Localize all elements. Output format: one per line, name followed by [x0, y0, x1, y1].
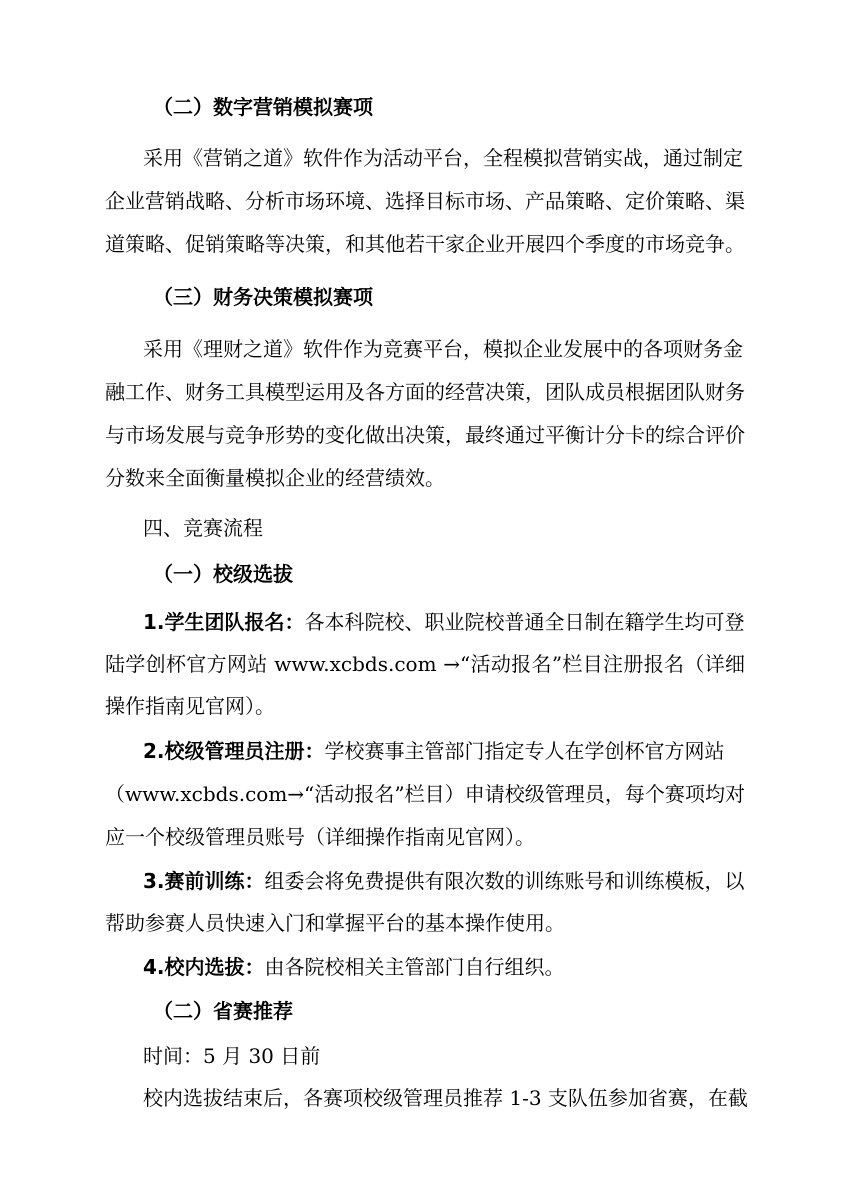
- list-item-text: 由各院校相关主管部门自行组织。: [264, 955, 565, 979]
- paragraph-line: 操作指南见官网）。: [105, 694, 275, 718]
- list-item-text: 各本科院校、职业院校普通全日制在籍学生均可登: [304, 610, 745, 634]
- paragraph-line: 采用《营销之道》软件作为活动平台，全程模拟营销实战，通过制定: [143, 146, 743, 170]
- list-item-text: 组委会将免费提供有限次数的训练账号和训练模板，以: [264, 869, 745, 893]
- list-item-pre-training: [143, 866, 848, 896]
- list-item-team-registration: [143, 607, 848, 637]
- paragraph-line: 陆学创杯官方网站 www.xcbds.com →“活动报名”栏目注册报名（详细: [105, 652, 745, 676]
- subsection-heading-provincial-recommendation: （二）省赛推荐: [153, 999, 293, 1023]
- paragraph-line: 融工作、财务工具模型运用及各方面的经营决策，团队成员根据团队财务: [105, 380, 745, 404]
- list-item-label: 3.赛前训练：: [143, 869, 265, 893]
- subsection-heading-school-selection: （一）校级选拔: [153, 562, 293, 586]
- paragraph-line: 分数来全面衡量模拟企业的经营绩效。: [105, 466, 445, 490]
- paragraph-line: 与市场发展与竞争形势的变化做出决策，最终通过平衡计分卡的综合评价: [105, 423, 745, 447]
- paragraph-line: 企业营销战略、分析市场环境、选择目标市场、产品策略、定价策略、渠: [105, 189, 745, 213]
- list-item-campus-selection: [143, 952, 848, 982]
- paragraph-line: 应一个校级管理员账号（详细操作指南见官网）。: [105, 825, 535, 849]
- section-heading-financial-decision: （三）财务决策模拟赛项: [153, 285, 373, 309]
- list-item-admin-registration: [143, 736, 848, 766]
- paragraph-line: 道策略、促销策略等决策，和其他若干家企业开展四个季度的市场竞争。: [105, 232, 745, 256]
- paragraph-line: （www.xcbds.com→“活动报名”栏目）申请校级管理员，每个赛项均对: [105, 782, 745, 806]
- list-item-text: 学校赛事主管部门指定专人在学创杯官方网站: [324, 739, 725, 763]
- paragraph-line: 采用《理财之道》软件作为竞赛平台，模拟企业发展中的各项财务金: [143, 337, 743, 361]
- paragraph-line: 帮助参赛人员快速入门和掌握平台的基本操作使用。: [105, 911, 565, 935]
- chapter-heading-competition-process: 四、竞赛流程: [143, 516, 263, 540]
- section-heading-digital-marketing: （二）数字营销模拟赛项: [153, 95, 373, 119]
- time-line: 时间：5 月 30 日前: [143, 1044, 321, 1068]
- list-item-label: 1.学生团队报名：: [143, 610, 305, 634]
- list-item-label: 4.校内选拔：: [143, 955, 265, 979]
- paragraph-line: 校内选拔结束后，各赛项校级管理员推荐 1-3 支队伍参加省赛，在截: [143, 1086, 748, 1110]
- list-item-label: 2.校级管理员注册：: [143, 739, 325, 763]
